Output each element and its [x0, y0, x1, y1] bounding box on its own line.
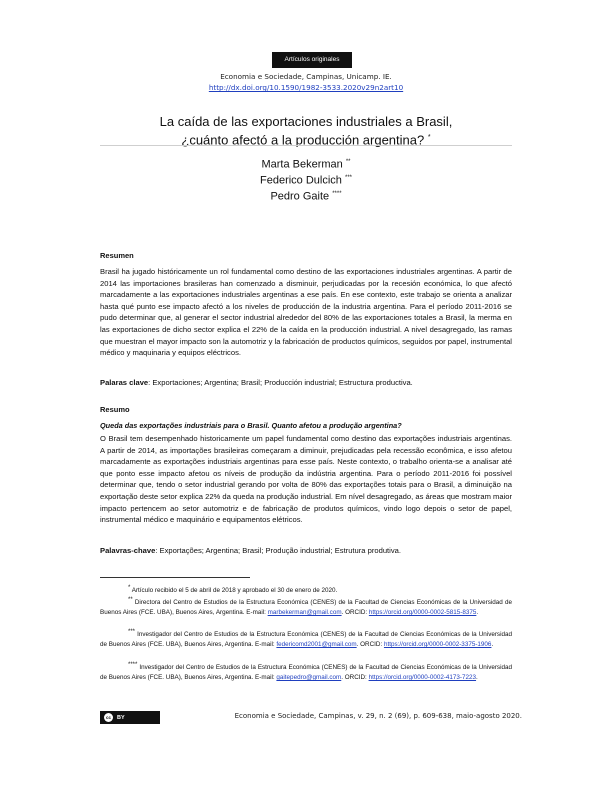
footnote-2: ** Directora del Centro de Estudios de la Estructura Económica (CENES) de la Facultad de Ciencias Económicas de la Universidad de Buenos Aires (FCE. UBA), Buenos Aires, Argentina. E-mail: marbekerman@gmail.com. ORCID: https://orcid.org/0000-0002-5815-8375.: [100, 597, 512, 617]
resumo-body: O Brasil tem desempenhado historicamente um papel fundamental como destino das exportações industriais argentinas. A partir de 2014, as importações brasileiras começaram a diminuir, prejudicadas pela recessão econômica, e isso afetou marcadamente as exportações industriais argentinas para esse país. Neste contexto, o trabalho orienta-se a analisar até que ponto esse impacto afetou os níveis de produção da indústria argentina. Para o período 2011-2016 foi possível determinar que, tendo o setor industrial gerando por volta de 80% das exportações totais para o Brasil, a diminuição na exportação deste setor explica 22% da queda na produção industrial. Em nível desagregado, as áreas que mostram maior impacto pertencem ao setor automotriz e de fabricação de produtos químicos, vindo logo depois o setor de papel, instrumental médico e maquinário e equipamentos elétricos.: [100, 434, 512, 525]
footnote-divider: [100, 577, 250, 578]
resumo-title: Queda das exportações industriais para o Brasil. Quanto afetou a produção argentina?: [100, 421, 402, 430]
title-divider: [100, 145, 512, 146]
orcid-link[interactable]: https://orcid.org/0000-0002-5815-8375: [368, 609, 477, 617]
footnote-3: *** Investigador del Centro de Estudios de la Estructura Económica (CENES) de la Facultad de Ciencias Económicas de la Universidad de Buenos Aires (FCE. UBA), Buenos Aires, Argentina. E-mail: federicomd2001@gmail.com. ORCID: https://orcid.org/0000-0002-3375-1906.: [100, 629, 512, 649]
email-link[interactable]: gaitepedro@gmail.com: [276, 674, 342, 682]
journal-name: Economia e Sociedade, Campinas, Unicamp. IE.: [220, 72, 392, 81]
article-title: [100, 114, 512, 148]
resumen-body: Brasil ha jugado históricamente un rol fundamental como destino de las exportaciones industriales argentinas. A partir de 2014 las importaciones brasileras han comenzado a disminuir, perjudicadas por la recesión económica, lo que afectó marcadamente a las exportaciones industriales argentinas a ese país. En ese contexto, este trabajo se orienta a analizar hasta qué punto ese impacto afectó a los niveles de producción de la industria argentina. Para el período 2011-2016 se pudo determinar que, al generar el sector industrial alrededor del 80% de las exportaciones totales a Brasil, la merma en las exportaciones de dicho sector explica el 22% de la caída en la producción industrial. A nivel desagregado, las ramas que muestran el mayor impacto son la automotriz y la fabricación de productos químicos, seguidos por papel, instrumental médico y maquinaria y equipos eléctricos.: [100, 267, 512, 358]
footnote-4: **** Investigador del Centro de Estudios de la Estructura Económica (CENES) de la Facultad de Ciencias Económicas de la Universidad de Buenos Aires (FCE. UBA), Buenos Aires, Argentina. E-mail: gaitepedro@gmail.com. ORCID: https://orcid.org/0000-0002-4173-7223.: [100, 662, 512, 682]
creative-commons-icon: cc: [105, 715, 111, 720]
email-link[interactable]: marbekerman@gmail.com: [267, 609, 342, 617]
cc-by-license-badge[interactable]: [100, 711, 160, 724]
author-3: Pedro Gaite ****: [270, 190, 342, 203]
email-link[interactable]: federicomd2001@gmail.com: [276, 641, 357, 649]
footer-citation: Economia e Sociedade, Campinas, v. 29, n. 2 (69), p. 609-638, maio-agosto 2020.: [234, 712, 522, 720]
orcid-link[interactable]: https://orcid.org/0000-0002-4173-7223: [368, 674, 477, 682]
orcid-link[interactable]: https://orcid.org/0000-0002-3375-1906: [383, 641, 492, 649]
resumo-heading: Resumo: [100, 405, 130, 414]
section-badge: Artículos originales: [272, 52, 352, 68]
cc-by-label: BY: [117, 714, 125, 721]
doi-link[interactable]: http://dx.doi.org/10.1590/1982-3533.2020v29n2art10: [208, 83, 404, 92]
footnote-1: * Artículo recibido el 5 de abril de 2018 y aprobado el 30 de enero de 2020.: [128, 585, 338, 595]
author-2: Federico Dulcich ***: [260, 174, 352, 187]
doi-line: [0, 83, 612, 92]
title-line-2: ¿cuánto afectó a la producción argentina? *: [181, 132, 431, 148]
resumen-heading: Resumen: [100, 251, 134, 260]
title-footnote-mark: *: [427, 134, 431, 141]
resumen-keywords: Palaras clave: Exportaciones; Argentina; Brasil; Producción industrial; Estructura productiva.: [100, 378, 413, 387]
resumo-keywords: Palavras-chave: Exportações; Argentina; Brasil; Produção industrial; Estrutura produtiva.: [100, 546, 401, 555]
author-1: Marta Bekerman **: [261, 158, 351, 171]
title-line-1: La caída de las exportaciones industriales a Brasil,: [159, 114, 453, 129]
